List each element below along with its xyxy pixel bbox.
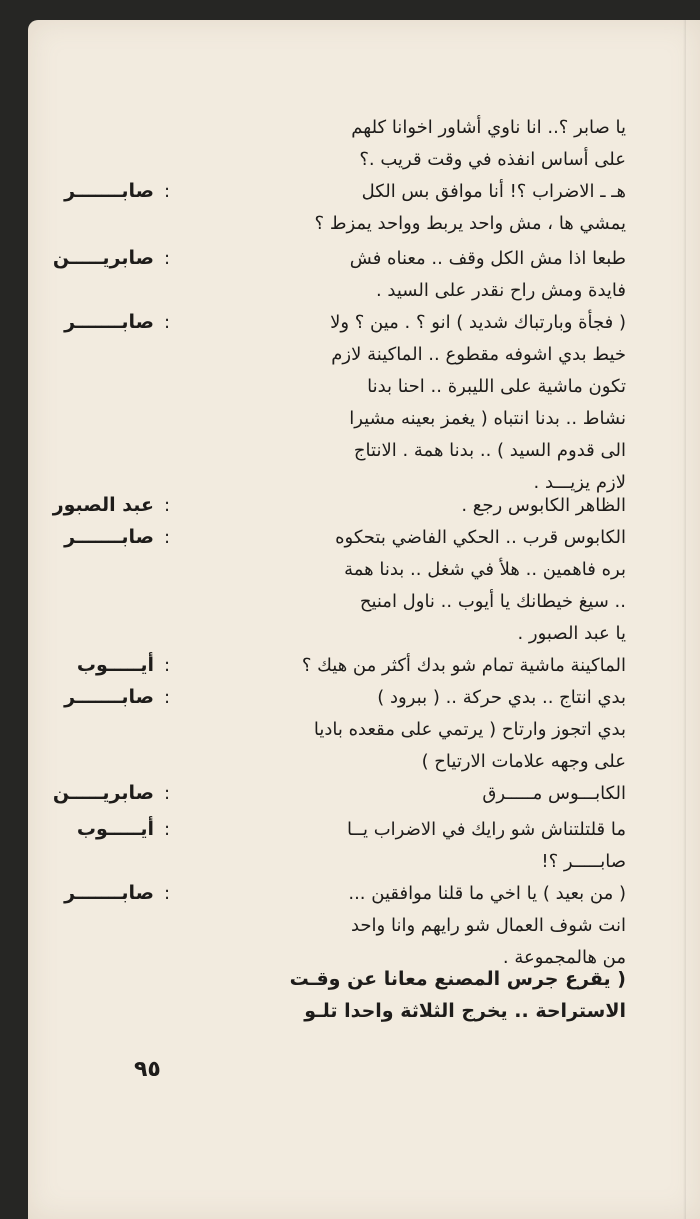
dialogue-text: يا عبد الصبور . xyxy=(517,622,626,644)
speaker-colon: : xyxy=(163,247,171,269)
speaker-colon: : xyxy=(163,654,171,676)
speaker-name: صابـــــــر xyxy=(64,311,154,333)
page-number: ٩٥ xyxy=(134,1057,161,1082)
script-line xyxy=(56,714,626,744)
speaker-name: صابـــــــر xyxy=(64,686,154,708)
speaker-colon: : xyxy=(163,526,171,548)
speaker-colon: : xyxy=(163,818,171,840)
script-line xyxy=(56,878,626,908)
dialogue-text: .. سيغ خيطانك يا أيوب .. ناول امنيح xyxy=(359,590,626,612)
script-line xyxy=(56,682,626,712)
dialogue-text: يا صابر ؟.. انا ناوي أشاور اخوانا كلهم xyxy=(351,116,626,138)
dialogue-text: على أساس انفذه في وقت قريب .؟ xyxy=(359,148,626,170)
speaker-colon: : xyxy=(163,311,171,333)
dialogue-text: الكابوس قرب .. الحكي الفاضي بتحكوه xyxy=(335,526,626,548)
script-line xyxy=(56,275,626,305)
script-line xyxy=(56,176,626,206)
script-line xyxy=(56,144,626,174)
script-line xyxy=(52,778,626,808)
speaker-name: صابريـــــن xyxy=(52,247,154,269)
dialogue-text: بدي اتجوز وارتاح ( يرتمي على مقعده باديا xyxy=(313,718,626,740)
dialogue-text: ( فجأة وبارتباك شديد ) انو ؟ . مين ؟ ولا xyxy=(330,311,626,333)
script-line xyxy=(52,243,626,273)
speaker-name: صابـــــــر xyxy=(64,526,154,548)
dialogue-text: لازم يزيـــد . xyxy=(533,471,626,493)
speaker-name: أيـــــوب xyxy=(76,654,154,676)
dialogue-text: ( من بعيد ) يا اخي ما قلنا موافقين ... xyxy=(348,882,626,904)
script-line xyxy=(56,208,626,238)
stage-direction-line: ( يقرع جرس المصنع معانا عن وقـت xyxy=(289,968,626,990)
dialogue-text: من هالمجموعة . xyxy=(502,946,626,968)
dialogue-text: نشاط .. بدنا انتباه ( يغمز بعينه مشيرا xyxy=(349,407,626,429)
script-line xyxy=(56,307,626,337)
dialogue-text: الى قدوم السيد ) .. بدنا همة . الانتاج xyxy=(353,439,626,461)
dialogue-text: الظاهر الكابوس رجع . xyxy=(461,494,626,516)
script-line xyxy=(56,846,626,876)
speaker-colon: : xyxy=(163,180,171,202)
script-line xyxy=(56,339,626,369)
stage-direction-line: الاستراحة .. يخرج الثلاثة واحدا تلـو xyxy=(304,1000,626,1022)
dialogue-text: فايدة ومش راح نقدر على السيد . xyxy=(375,279,626,301)
speaker-name: صابـــــــر xyxy=(64,180,154,202)
dialogue-text: الماكينة ماشية تمام شو بدك أكثر من هيك ؟ xyxy=(301,654,626,676)
speaker-name: صابريـــــن xyxy=(52,782,154,804)
script-line xyxy=(56,586,626,616)
dialogue-text: صابـــــر ؟! xyxy=(541,850,626,872)
speaker-name: عبد الصبور xyxy=(52,494,154,516)
dialogue-text: يمشي ها ، مش واحد يربط وواحد يمزط ؟ xyxy=(314,212,626,234)
dialogue-text: على وجهه علامات الارتياح ) xyxy=(421,750,626,772)
speaker-name: أيـــــوب xyxy=(76,818,154,840)
speaker-colon: : xyxy=(163,882,171,904)
speaker-colon: : xyxy=(163,782,171,804)
script-line xyxy=(56,814,626,844)
dialogue-text: الكابـــوس مـــــرق xyxy=(482,782,626,804)
script-line xyxy=(56,371,626,401)
page-edge-shadow xyxy=(683,20,686,1219)
dialogue-text: ما قلتلتناش شو رايك في الاضراب يــا xyxy=(346,818,626,840)
script-line xyxy=(56,650,626,680)
dialogue-text: بدي انتاج .. بدي حركة .. ( ببرود ) xyxy=(377,686,626,708)
script-line xyxy=(56,618,626,648)
script-line xyxy=(56,554,626,584)
dialogue-text: تكون ماشية على الليبرة .. احنا بدنا xyxy=(367,375,626,397)
dialogue-text: طبعا اذا مش الكل وقف .. معناه فش xyxy=(349,247,626,269)
dialogue-text: بره فاهمين .. هلأ في شغل .. بدنا همة xyxy=(344,558,626,580)
speaker-name: صابـــــــر xyxy=(64,882,154,904)
dialogue-text: هـ ـ الاضراب ؟! أنا موافق بس الكل xyxy=(361,180,626,202)
script-line xyxy=(56,435,626,465)
speaker-colon: : xyxy=(163,686,171,708)
script-line xyxy=(56,522,626,552)
dialogue-text: خيط بدي اشوفه مقطوع .. الماكينة لازم xyxy=(331,343,626,365)
script-line xyxy=(56,112,626,142)
script-line xyxy=(56,746,626,776)
dialogue-text: انت شوف العمال شو رايهم وانا واحد xyxy=(350,914,626,936)
script-line xyxy=(56,403,626,433)
speaker-colon: : xyxy=(163,494,171,516)
script-line xyxy=(56,910,626,940)
book-page xyxy=(28,20,700,1219)
script-line xyxy=(52,490,626,520)
